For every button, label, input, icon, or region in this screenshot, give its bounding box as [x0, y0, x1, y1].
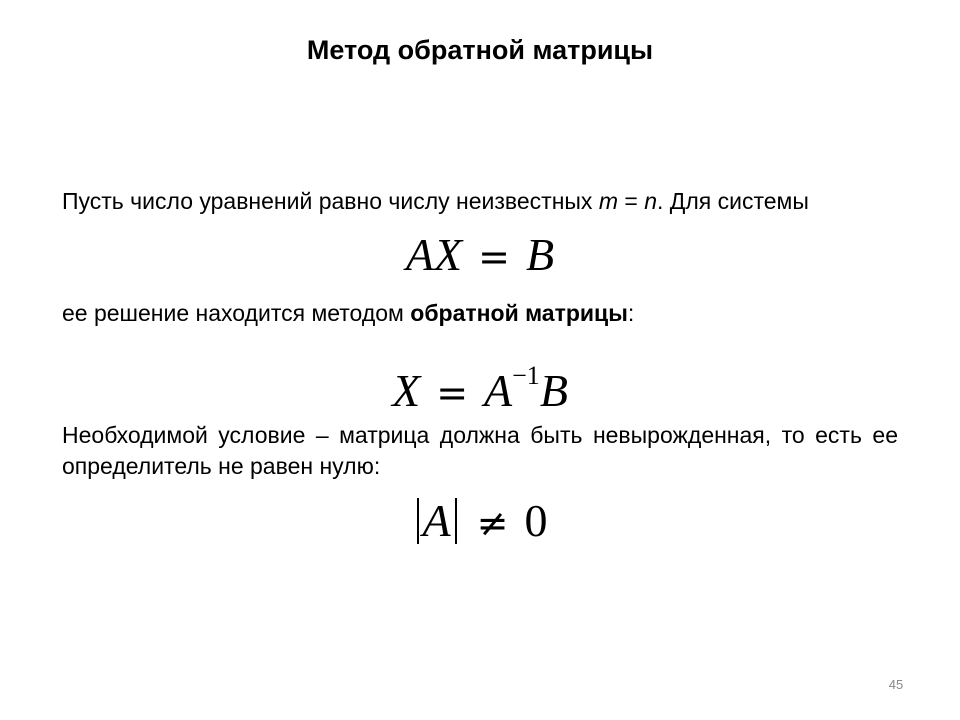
variable-n: n — [644, 188, 658, 214]
paragraph1-text-before: Пусть число уравнений равно числу неизвестных — [62, 188, 599, 214]
formula1-operator: = — [478, 235, 510, 279]
formula-inverse-solution — [0, 349, 960, 420]
formula-ax-equals-b — [0, 228, 960, 284]
formula3-operator: ≠ — [476, 501, 509, 545]
formula2-base: A — [484, 365, 513, 416]
formula1-lhs: AX — [405, 229, 463, 280]
paragraph-nonsingular-condition: Необходимой условие – матрица должна быть невырожденная, то есть ее определитель не равен нулю: — [62, 422, 898, 479]
paragraph-system-definition — [62, 186, 898, 217]
formula2-exponent: −1 — [512, 361, 540, 390]
determinant-bar-left — [417, 498, 419, 544]
formula3-rhs: 0 — [524, 495, 548, 546]
paragraph2-text-after: : — [627, 300, 635, 326]
slide-title: Метод обратной матрицы — [306, 35, 654, 65]
page-number: 45 — [888, 677, 904, 692]
formula2-operator: = — [436, 371, 469, 415]
formula2-rhs: B — [539, 365, 568, 416]
paragraph-solution-method — [62, 298, 898, 329]
equals-sign: = — [618, 188, 645, 214]
paragraph1-text-after: . Для системы — [657, 188, 809, 214]
formula1-rhs: B — [525, 229, 555, 280]
paragraph2-bold-text: обратной матрицы — [410, 300, 628, 326]
formula2-lhs: X — [392, 365, 421, 416]
determinant-bar-right — [455, 498, 457, 544]
formula-determinant-nonzero — [0, 494, 960, 550]
paragraph2-text-before: ее решение находится методом — [62, 300, 411, 326]
formula3-var: A — [422, 495, 451, 546]
variable-m: m — [598, 188, 618, 214]
